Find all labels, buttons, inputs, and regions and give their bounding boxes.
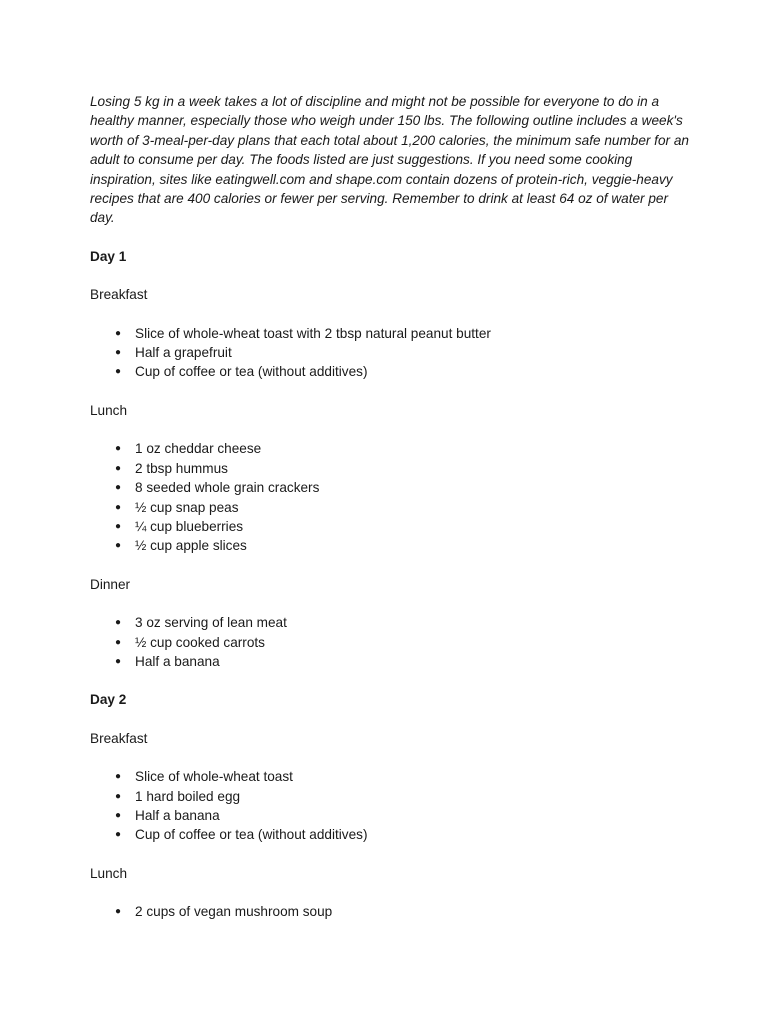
list-item <box>90 633 690 652</box>
bullet-icon: ● <box>114 482 122 494</box>
bullet-icon: ● <box>114 771 122 783</box>
list-item-text: 8 seeded whole grain crackers <box>135 480 320 496</box>
list-item-text: 2 tbsp hummus <box>135 460 228 476</box>
list-item <box>90 439 690 458</box>
bullet-icon: ● <box>114 829 122 841</box>
bullet-icon: ● <box>114 655 122 667</box>
meal-heading-breakfast: Breakfast <box>90 730 148 746</box>
day-heading: Day 1 <box>90 248 127 264</box>
list-item-text: 1 hard boiled egg <box>135 788 241 804</box>
bullet-icon: ● <box>114 366 122 378</box>
list-item-text: ½ cup snap peas <box>135 499 239 515</box>
list-item <box>90 902 690 921</box>
bullet-icon: ● <box>114 906 122 918</box>
meal-heading-lunch: Lunch <box>90 402 128 418</box>
bullet-icon: ● <box>114 617 122 629</box>
bullet-icon: ● <box>114 327 122 339</box>
list-item <box>90 362 690 381</box>
meal-item-list <box>90 439 690 555</box>
meal-item-list <box>90 324 690 382</box>
bullet-icon: ● <box>114 443 122 455</box>
list-item <box>90 613 690 632</box>
day-section <box>90 690 690 921</box>
bullet-icon: ● <box>114 636 122 648</box>
bullet-icon: ● <box>114 790 122 802</box>
list-item-text: Cup of coffee or tea (without additives) <box>135 364 368 380</box>
bullet-icon: ● <box>114 347 122 359</box>
list-item-text: Half a banana <box>135 807 220 823</box>
list-item <box>90 478 690 497</box>
intro-paragraph: Losing 5 kg in a week takes a lot of discipline and might not be possible for everyone to do in a healthy manner, especially those who weigh under 150 lbs. The following outline includes a week's worth of 3-meal-per-day plans that each total about 1,200 calories, the minimum safe number for an adult to consume per day. The foods listed are just suggestions. If you need some cooking inspiration, sites like eatingwell.com and shape.com contain dozens of protein-rich, veggie-heavy recipes that are 400 calories or fewer per serving. Remember to drink at least 64 oz of water per day. <box>90 94 689 226</box>
list-item <box>90 825 690 844</box>
list-item <box>90 787 690 806</box>
list-item-text: Slice of whole-wheat toast <box>135 769 293 785</box>
list-item-text: ½ cup cooked carrots <box>135 634 265 650</box>
list-item-text: Cup of coffee or tea (without additives) <box>135 827 368 843</box>
bullet-icon: ● <box>114 501 122 513</box>
list-item <box>90 652 690 671</box>
list-item <box>90 459 690 478</box>
list-item-text: Slice of whole-wheat toast with 2 tbsp natural peanut butter <box>135 325 491 341</box>
bullet-icon: ● <box>114 540 122 552</box>
list-item <box>90 498 690 517</box>
list-item-text: 1 oz cheddar cheese <box>135 441 262 457</box>
list-item-text: 3 oz serving of lean meat <box>135 615 287 631</box>
meal-heading-breakfast: Breakfast <box>90 287 148 303</box>
list-item <box>90 767 690 786</box>
meal-item-list <box>90 767 690 845</box>
meal-item-list <box>90 902 690 921</box>
list-item <box>90 517 690 536</box>
bullet-icon: ● <box>114 462 122 474</box>
meal-heading-dinner: Dinner <box>90 576 131 592</box>
meal-heading-lunch: Lunch <box>90 865 128 881</box>
list-item <box>90 343 690 362</box>
list-item <box>90 324 690 343</box>
list-item <box>90 536 690 555</box>
list-item-text: 2 cups of vegan mushroom soup <box>135 904 333 920</box>
list-item-text: ½ cup apple slices <box>135 538 247 554</box>
bullet-icon: ● <box>114 520 122 532</box>
list-item-text: ¼ cup blueberries <box>135 518 244 534</box>
bullet-icon: ● <box>114 809 122 821</box>
list-item-text: Half a grapefruit <box>135 345 232 361</box>
day-section <box>90 247 690 672</box>
meal-item-list <box>90 613 690 671</box>
list-item-text: Half a banana <box>135 653 220 669</box>
day-heading: Day 2 <box>90 692 127 708</box>
document-page <box>90 92 690 941</box>
list-item <box>90 806 690 825</box>
